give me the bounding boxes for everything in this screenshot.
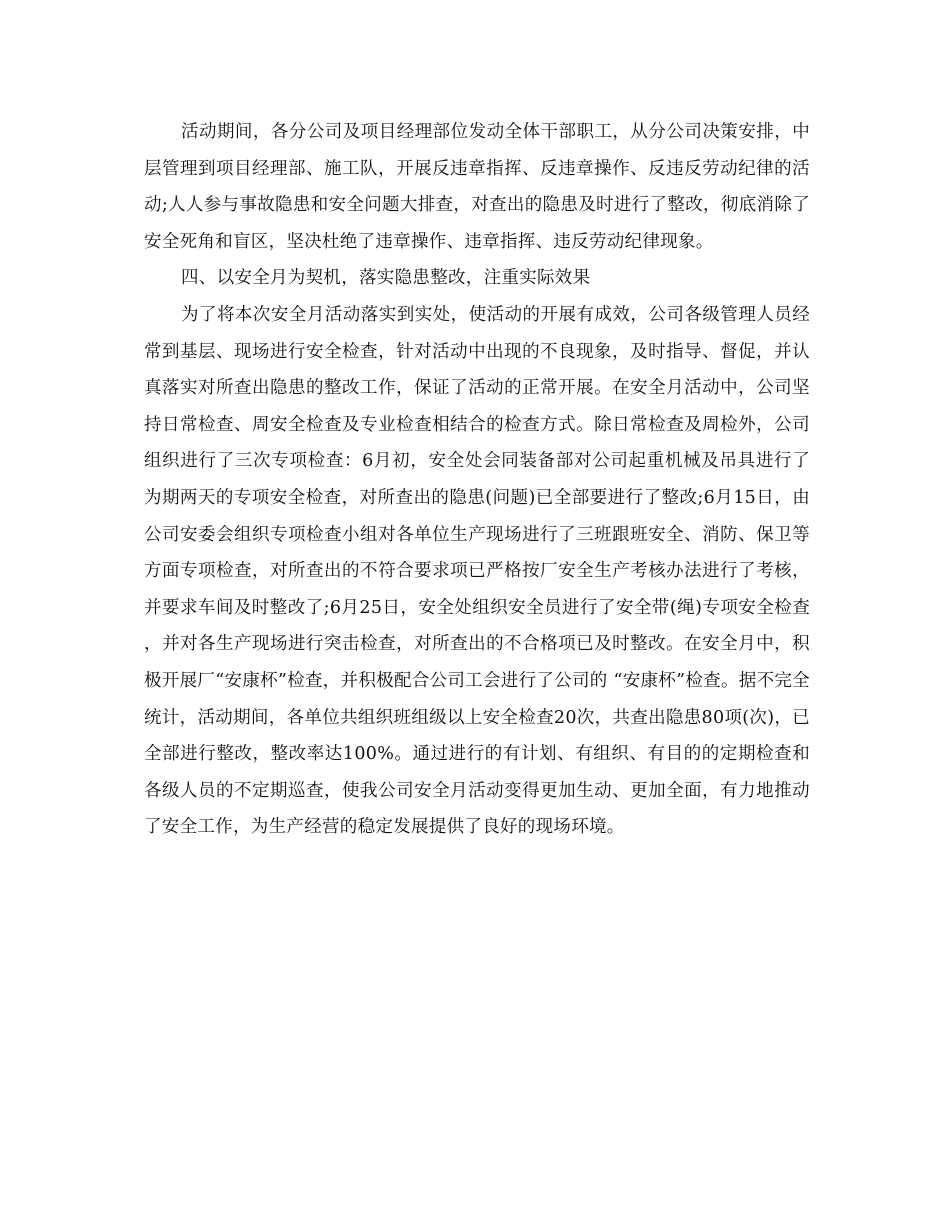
paragraph-safety-month-inspection: 为了将本次安全月活动落实到实处，使活动的开展有成效，公司各级管理人员经常到基层、现场进行安全检查，针对活动中出现的不良现象，及时指导、督促，并认真落实对所查出隐患的整改工作，保证了活动的正常开展。在安全月活动中，公司坚持日常检查、周安全检查及专业检查相结合的检查方式。除日常检查及周检外，公司组织进行了三次专项检查：6月初，安全处会同装备部对公司起重机械及吊具进行了为期两天的专项安全检查，对所查出的隐患(问题)已全部要进行了整改;6月15日，由公司安委会组织专项检查小组对各单位生产现场进行了三班跟班安全、消防、保卫等方面专项检查，对所查出的不符合要求项已严格按厂安全生产考核办法进行了考核，并要求车间及时整改了;6月25日，安全处组织安全员进行了安全带(绳)专项安全检查，并对各生产现场进行突击检查，对所查出的不合格项已及时整改。在安全月中，积极开展厂“安康杯”检查，并积极配合公司工会进行了公司的 “安康杯”检查。据不完全统计，活动期间，各单位共组织班组级以上安全检查20次，共查出隐患80项(次)，已全部进行整改，整改率达100%。通过进行的有计划、有组织、有目的的定期检查和各级人员的不定期巡查，使我公司安全月活动变得更加生动、更加全面，有力地推动了安全工作，为生产经营的稳定发展提供了良好的现场环境。 [144,304,810,838]
paragraph-activity-period: 活动期间，各分公司及项目经理部位发动全体干部职工，从分公司决策安排，中层管理到项目经理部、施工队，开展反违章指挥、反违章操作、反违反劳动纪律的活动;人人参与事故隐患和安全问题大排查，对查出的隐患及时进行了整改，彻底消除了安全死角和盲区，坚决杜绝了违章操作、违章指挥、违反劳动纪律现象。 [144,122,810,252]
document-body [144,114,810,846]
section-heading-four: 四、以安全月为契机，落实隐患整改，注重实际效果 [181,268,591,289]
